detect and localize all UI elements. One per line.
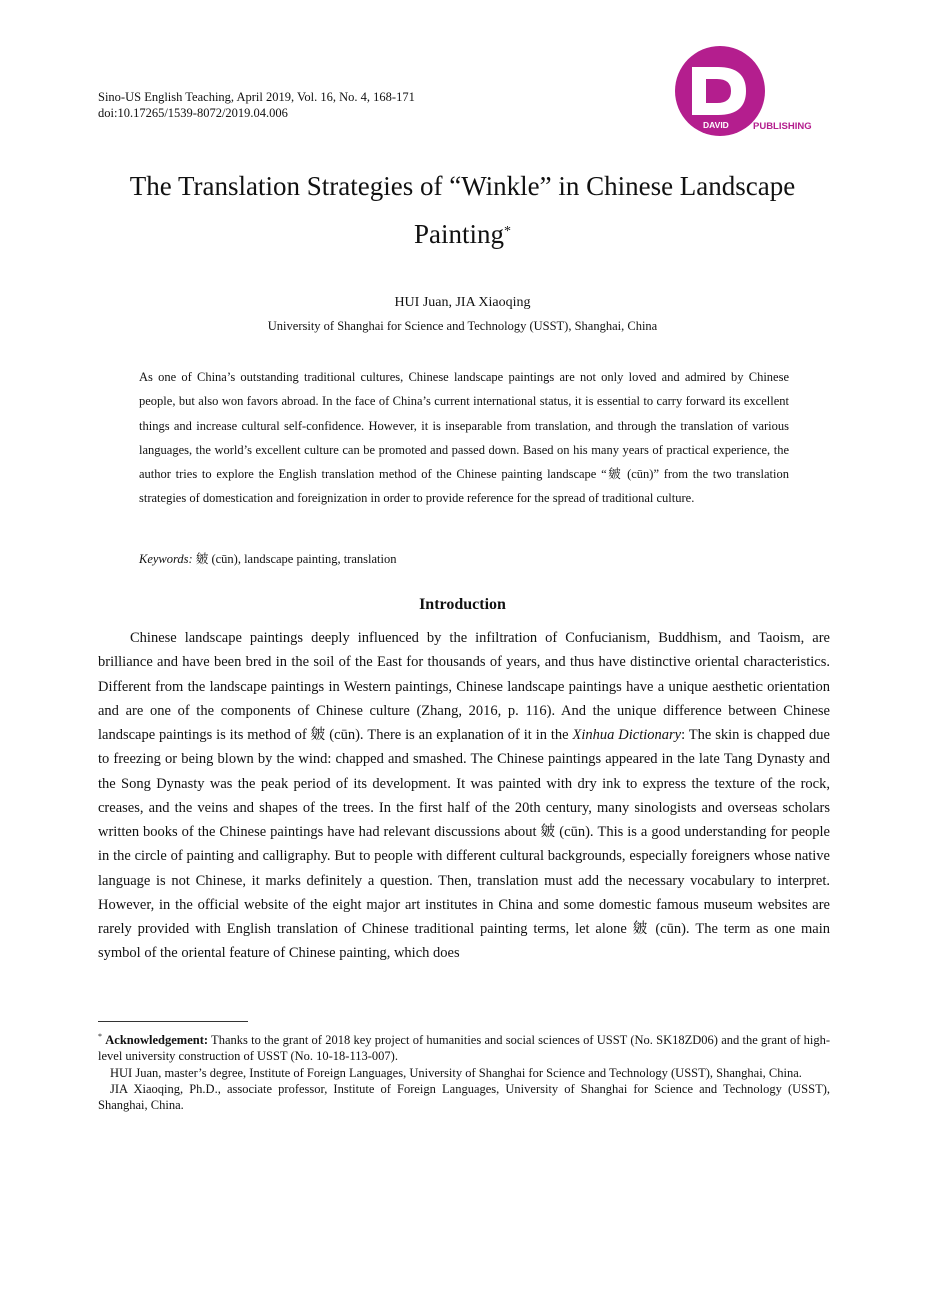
title-word: Painting bbox=[413, 219, 504, 249]
footnotes bbox=[98, 1029, 830, 1114]
dictionary-title: Xinhua Dictionary bbox=[572, 727, 682, 743]
david-publishing-logo bbox=[670, 46, 835, 138]
footnote-author-2: JIA Xiaoqing, Ph.D., associate professor, Institute of Foreign Languages, University of Shanghai for Science and Technology (USST), Shanghai, China. bbox=[98, 1082, 830, 1113]
footnote-mark: * bbox=[98, 1032, 102, 1041]
title-footnote-mark: * bbox=[504, 224, 511, 239]
footnote-author-1: HUI Juan, master’s degree, Institute of Foreign Languages, University of Shanghai for Science and Technology (USST), Shanghai, China. bbox=[110, 1065, 802, 1080]
logo-word-left: DAVID bbox=[703, 120, 729, 130]
doi: doi:10.17265/1539-8072/2019.04.006 bbox=[98, 106, 288, 120]
paragraph-text: Chinese landscape paintings deeply influenced by the infiltration of Confucianism, Buddhism, and Taoism, are brilliance and have been bred in the soil of the East for thousands of years, and thus have distinctive oriental characteristics. Different from the landscape paintings in Western paintings, Chinese landscape paintings have a unique aesthetic orientation and are one of the components of Chinese culture (Zhang, 2016, p. 116). And the unique difference between Chinese landscape paintings is its method of 皴 (cūn). There is an explanation of it in the bbox=[98, 630, 830, 743]
affiliation: University of Shanghai for Science and Technology (USST), Shanghai, China bbox=[267, 319, 658, 333]
title-line-2 bbox=[60, 210, 865, 258]
journal-citation: Sino-US English Teaching, April 2019, Vol. 16, No. 4, 168-171 bbox=[98, 90, 415, 104]
acknowledgement-text: Thanks to the grant of 2018 key project of humanities and social sciences of USST (No. SK18ZD06) and the grant of high-level university construction of USST (No. 10-18-113-007). bbox=[98, 1033, 831, 1064]
title-line-1: The Translation Strategies of “Winkle” in Chinese Landscape bbox=[129, 171, 796, 201]
paper-title bbox=[60, 162, 865, 258]
keywords bbox=[139, 549, 396, 567]
logo-word-right: PUBLISHING bbox=[753, 121, 812, 132]
footnote-divider bbox=[98, 1021, 248, 1022]
keywords-text: 皴 (cūn), landscape painting, translation bbox=[195, 552, 397, 566]
introduction-paragraph bbox=[98, 626, 830, 966]
footnote-acknowledgement bbox=[98, 1029, 830, 1065]
journal-meta bbox=[98, 89, 415, 121]
keywords-label: Keywords: bbox=[139, 552, 193, 566]
acknowledgement-label: Acknowledgement: bbox=[105, 1033, 209, 1048]
introduction-body bbox=[98, 626, 830, 966]
abstract: As one of China’s outstanding traditional cultures, Chinese landscape paintings are not only loved and admired by Chinese people, but also won favors abroad. In the face of China’s current international status, it is essential to carry forward its excellent things and increase cultural self-confidence. However, it is inseparable from translation, and through the translation of various languages, the world’s excellent culture can be promoted and passed down. Based on his many years of practical experience, the author tries to explore the English translation method of the Chinese painting landscape “皴 (cūn)” from the two translation strategies of domestication and foreignization in order to provide reference for the spread of traditional culture. bbox=[139, 370, 789, 506]
section-heading-introduction: Introduction bbox=[419, 596, 506, 613]
authors: HUI Juan, JIA Xiaoqing bbox=[394, 295, 531, 310]
paragraph-text-cont: : The skin is chapped due to freezing or being blown by the wind: chapped and smashed. The Chinese paintings appeared in the late Tang Dynasty and the Song Dynasty was the peak period of its development. It was painted with dry ink to express the texture of the rock, creases, and the veins and shapes of the trees. In the first half of the 20th century, many sinologists and overseas scholars written books of the Chinese paintings have had relevant discussions about 皴 (cūn). This is a good understanding for people in the circle of painting and calligraphy. But to people with different cultural backgrounds, especially foreigners whose native language is not Chinese, it marks definitely a question. Then, translation must add the necessary vocabulary to interpret. However, in the official website of the eight major art institutes in China and some domestic famous museum websites are rarely provided with English translation of Chinese traditional painting terms, let alone 皴 (cūn). The term as one main symbol of the oriental feature of Chinese painting, which does bbox=[98, 727, 830, 962]
